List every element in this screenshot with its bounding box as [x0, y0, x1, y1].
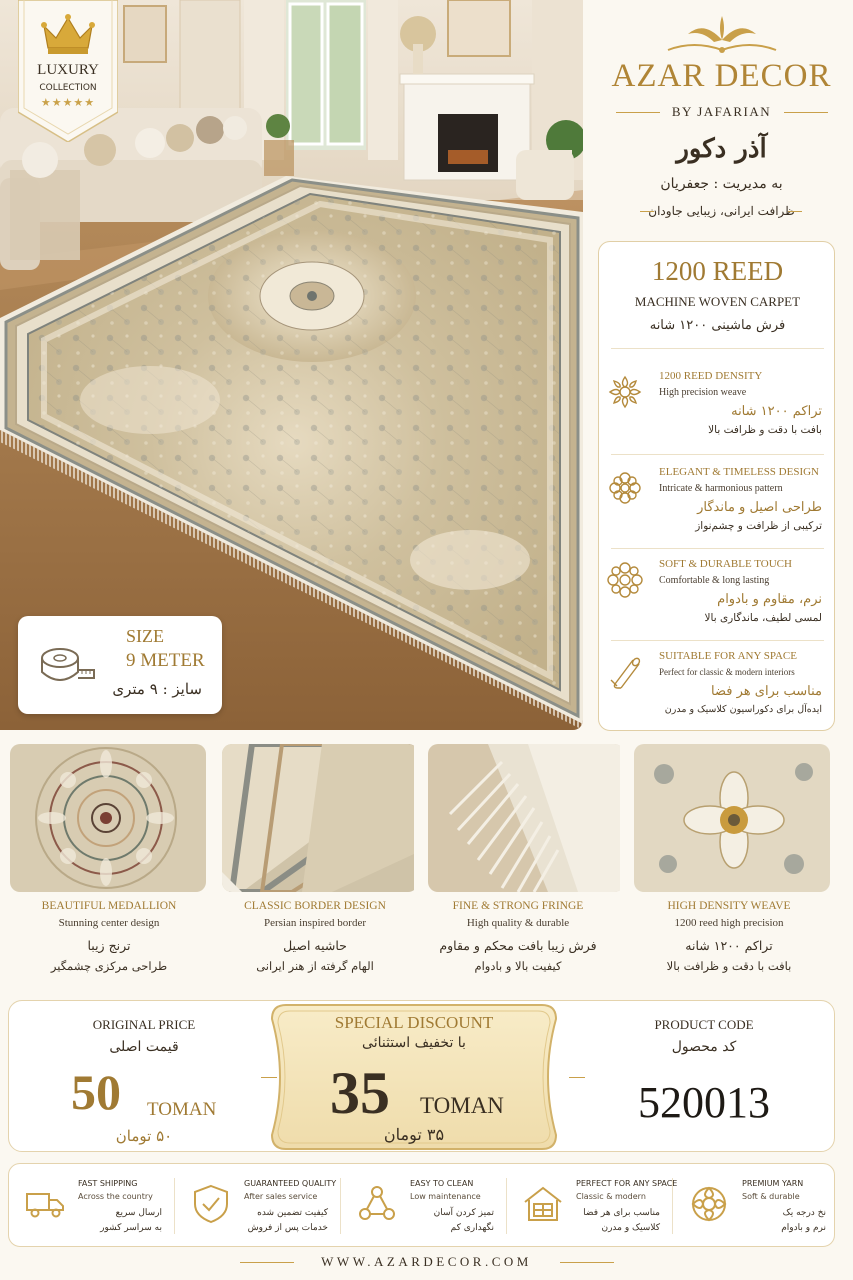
divider: [611, 548, 824, 549]
detail-caption-fringe: [413, 900, 623, 973]
feature-desc-fa: ترکیبی از ظرافت و چشم‌نواز: [695, 520, 822, 532]
footer-title-fa: ارسال سریع: [115, 1208, 162, 1218]
discount-badge: [264, 997, 564, 1157]
brand-manager-fa: به مدیریت : جعفریان: [660, 176, 783, 192]
crown-icon: [40, 12, 96, 60]
footer-title-fa: نخ درجه یک: [782, 1208, 826, 1218]
size-fa: سایز : ۹ متری: [112, 680, 202, 698]
footer-desc-fa: نرم و بادوام: [781, 1223, 826, 1233]
badge-line1: LUXURY: [37, 62, 99, 78]
feature-title: SUITABLE FOR ANY SPACE: [659, 650, 797, 662]
slogan-ornament-right: [640, 211, 654, 217]
footer-item-space: [507, 1164, 678, 1248]
feature-elegant-design: [599, 466, 836, 556]
detail-title: HIGH DENSITY WEAVE: [667, 900, 791, 912]
footer-item-shipping: [9, 1164, 174, 1248]
feature-title: 1200 REED DENSITY: [659, 370, 763, 382]
feature-desc-fa: لمسی لطیف، ماندگاری بالا: [704, 612, 822, 624]
discount-label: SPECIAL DISCOUNT: [334, 1013, 494, 1032]
product-code-label-fa: کد محصول: [671, 1039, 737, 1055]
footer-title: GUARANTEED QUALITY: [244, 1179, 337, 1188]
feature-desc: High precision weave: [659, 387, 747, 398]
footer-title-fa: تمیز کردن آسان: [433, 1208, 494, 1218]
brand-block: [590, 0, 853, 235]
feature-strip: [8, 1163, 835, 1247]
spec-title: 1200 REED: [651, 256, 784, 286]
spec-fa: فرش ماشینی ۱۲۰۰ شانه: [649, 318, 786, 333]
original-price-value: 50: [71, 1064, 121, 1120]
brand-name: AZAR DECOR: [611, 58, 832, 94]
website-link[interactable]: WWW.AZARDECOR.COM: [321, 1254, 532, 1269]
size-card: [18, 616, 222, 714]
original-price-label-fa: قیمت اصلی: [109, 1039, 179, 1055]
size-value: 9 METER: [126, 650, 205, 671]
home-icon: [521, 1182, 565, 1226]
footer-desc: Soft & durable: [742, 1192, 800, 1201]
feature-title-fa: تراکم ۱۲۰۰ شانه: [731, 404, 822, 419]
ornament-icon: [607, 470, 643, 506]
detail-title: FINE & STRONG FRINGE: [452, 900, 584, 912]
divider-right: [784, 112, 828, 113]
feature-reed-density: [599, 370, 836, 460]
truck-icon: [23, 1182, 67, 1226]
size-label: SIZE: [126, 626, 164, 646]
footer-item-clean: [341, 1164, 506, 1248]
feature-desc-fa: بافت با دقت و ظرافت بالا: [708, 424, 822, 436]
shield-check-icon: [189, 1182, 233, 1226]
detail-image-weave: [634, 744, 830, 892]
footer-item-quality: [175, 1164, 340, 1248]
detail-title: CLASSIC BORDER DESIGN: [244, 900, 386, 912]
detail-desc: 1200 reed high precision: [674, 917, 784, 929]
badge-stars: ★★★★★: [40, 96, 96, 109]
detail-title-fa: حاشیه اصیل: [283, 938, 347, 953]
footer-title: PERFECT FOR ANY SPACE: [576, 1179, 678, 1188]
feature-any-space: [599, 650, 836, 740]
divider: [611, 640, 824, 641]
feature-soft-durable: [599, 558, 836, 648]
detail-image-fringe: [428, 744, 624, 892]
footer-desc-fa: خدمات پس از فروش: [247, 1223, 328, 1233]
brand-slogan-fa: ظرافت ایرانی، زیبایی جاودان: [648, 204, 795, 218]
footer-desc-fa: به سراسر کشور: [100, 1223, 162, 1233]
footer-title-fa: کیفیت تضمین شده: [257, 1208, 328, 1218]
molecule-icon: [355, 1182, 399, 1226]
detail-caption-medallion: [4, 900, 214, 973]
yarn-icon: [687, 1182, 731, 1226]
tape-measure-icon: [38, 644, 96, 690]
feature-title-fa: طراحی اصیل و ماندگار: [697, 500, 822, 515]
discount-unit: TOMAN: [420, 1093, 504, 1118]
original-price-fa: ۵۰ تومان: [115, 1127, 173, 1145]
discount-label-fa: با تخفیف استثنائی: [362, 1035, 466, 1051]
feature-desc-fa: ایده‌آل برای دکوراسیون کلاسیک و مدرن: [664, 704, 822, 715]
footer-title-fa: مناسب برای هر فضا: [583, 1208, 660, 1218]
footer-desc: Across the country: [78, 1192, 153, 1201]
original-price-label: ORIGINAL PRICE: [92, 1017, 196, 1032]
feature-title: SOFT & DURABLE TOUCH: [659, 558, 792, 570]
divider: [611, 454, 824, 455]
footer-desc: After sales service: [244, 1192, 318, 1201]
feature-desc: Comfortable & long lasting: [659, 575, 770, 586]
feature-desc: Perfect for classic & modern interiors: [659, 667, 795, 677]
original-price-unit: TOMAN: [147, 1099, 217, 1120]
flower-icon: [607, 374, 643, 410]
detail-desc-fa: کیفیت بالا و بادوام: [474, 959, 562, 973]
brand-name-fa: آذر دکور: [676, 134, 767, 164]
carpet-roll-icon: [607, 654, 643, 690]
footer-desc: Low maintenance: [410, 1192, 481, 1201]
detail-title-fa: فرش زیبا بافت محکم و مقاوم: [439, 938, 597, 953]
detail-caption-border: [210, 900, 420, 973]
footer-item-yarn: [673, 1164, 838, 1248]
detail-desc-fa: طراحی مرکزی چشمگیر: [50, 959, 168, 973]
luxury-collection-badge: [18, 0, 118, 142]
detail-desc-fa: بافت با دقت و ظرافت بالا: [666, 959, 792, 973]
detail-title-fa: تراکم ۱۲۰۰ شانه: [685, 938, 773, 953]
detail-desc: Stunning center design: [58, 917, 160, 929]
product-code-label: PRODUCT CODE: [654, 1017, 754, 1032]
ornament-crown-icon: [664, 10, 780, 62]
detail-image-medallion: [10, 744, 206, 892]
discount-value: 35: [330, 1060, 390, 1126]
slogan-ornament-left: [788, 211, 802, 217]
strike-line: [569, 1077, 585, 1078]
detail-desc: Persian inspired border: [263, 917, 367, 929]
feature-title: ELEGANT & TIMELESS DESIGN: [659, 466, 820, 478]
footer-desc: Classic & modern: [576, 1192, 646, 1201]
spec-card: [598, 241, 835, 731]
detail-desc-fa: الهام گرفته از هنر ایرانی: [256, 959, 374, 973]
footer-desc-fa: نگهداری کم: [450, 1223, 494, 1233]
detail-desc: High quality & durable: [466, 917, 570, 929]
detail-image-border: [222, 744, 418, 892]
discount-fa: ۳۵ تومان: [383, 1125, 445, 1144]
feature-title-fa: نرم، مقاوم و بادوام: [717, 592, 822, 607]
footer-title: FAST SHIPPING: [78, 1179, 138, 1188]
spec-subtitle: MACHINE WOVEN CARPET: [634, 294, 801, 309]
footer-title: EASY TO CLEAN: [410, 1179, 474, 1188]
brand-sub: BY JAFARIAN: [671, 104, 772, 119]
flower-icon: [607, 562, 643, 598]
product-code-value: 520013: [638, 1078, 770, 1127]
detail-title-fa: ترنج زیبا: [87, 938, 131, 953]
feature-desc: Intricate & harmonious pattern: [659, 483, 783, 494]
divider-left: [616, 112, 660, 113]
detail-title: BEAUTIFUL MEDALLION: [41, 900, 177, 912]
divider: [611, 348, 824, 349]
feature-title-fa: مناسب برای هر فضا: [711, 684, 822, 699]
detail-caption-weave: [624, 900, 834, 973]
footer-title: PREMIUM YARN: [742, 1179, 804, 1188]
badge-line2: COLLECTION: [39, 83, 97, 93]
footer-desc-fa: کلاسیک و مدرن: [601, 1223, 660, 1233]
